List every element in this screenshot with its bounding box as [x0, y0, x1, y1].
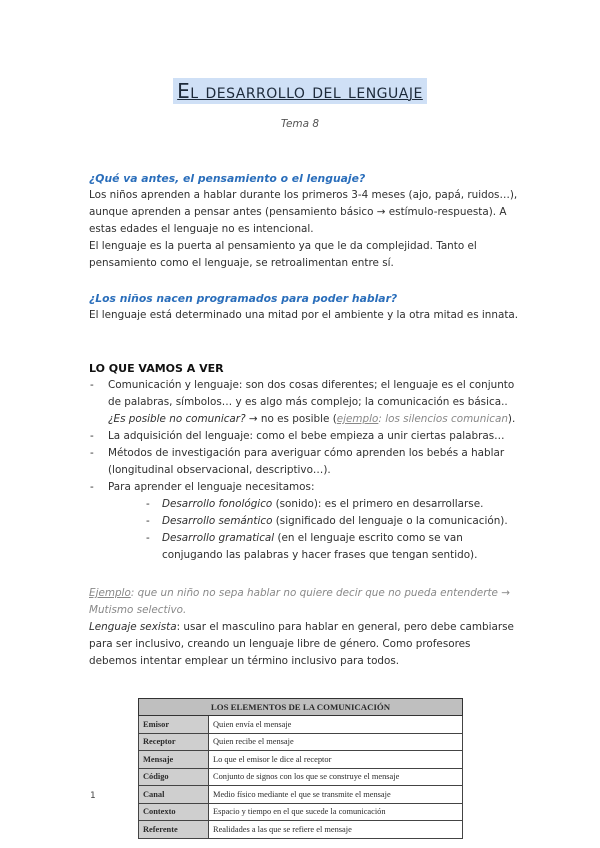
item-needs: Para aprender el lenguaje necesitamos:	[108, 481, 315, 493]
table-key-cell: Emisor	[139, 716, 209, 734]
list-item	[89, 479, 519, 564]
item-communication-question: ¿Es posible no comunicar?	[108, 413, 246, 425]
page-title: El desarrollo del lenguaje	[173, 78, 427, 104]
sub-grammatical-desc: (en el lenguaje escrito como se van conjugando las palabras y hacer frases que tengan sentido).	[162, 532, 478, 561]
item-communication-example-label: ejemplo	[336, 413, 379, 425]
table-row	[139, 821, 463, 839]
table-key-cell: Referente	[139, 821, 209, 839]
overview-section	[89, 360, 519, 564]
table-value-cell: Quien envía el mensaje	[209, 716, 463, 734]
example-label: Ejemplo	[89, 587, 131, 599]
section-heading: LO QUE VAMOS A VER	[89, 362, 224, 375]
list-item	[89, 377, 519, 428]
table-value-cell: Conjunto de signos con los que se construye el mensaje	[209, 768, 463, 786]
table-header: LOS ELEMENTOS DE LA COMUNICACIÓN	[139, 699, 463, 716]
table-key-cell: Código	[139, 768, 209, 786]
example-paragraph	[89, 585, 519, 619]
table-row	[139, 768, 463, 786]
question-one-block	[89, 170, 519, 272]
table-row	[139, 733, 463, 751]
example-text: : que un niño no sepa hablar no quiere decir que no pueda entenderte → Mutismo selectivo.	[89, 587, 510, 616]
sub-grammatical-term: Desarrollo gramatical	[162, 532, 275, 544]
table-row	[139, 786, 463, 804]
sublist-item	[146, 513, 519, 530]
example-block	[89, 585, 519, 670]
sub-semantic-desc: (significado del lenguaje o la comunicación).	[272, 515, 508, 527]
table-row	[139, 751, 463, 769]
table-key-cell: Receptor	[139, 733, 209, 751]
overview-list	[89, 377, 519, 564]
table-key-cell: Canal	[139, 786, 209, 804]
table-row	[139, 716, 463, 734]
title-wrap	[0, 78, 600, 104]
page-number: 1	[90, 791, 96, 801]
question-one-heading: ¿Qué va antes, el pensamiento o el lenguaje?	[89, 172, 366, 185]
question-two-block	[89, 290, 519, 324]
item-communication-close: ).	[507, 413, 516, 425]
list-item	[89, 445, 519, 479]
table-value-cell: Realidades a las que se refiere el mensaje	[209, 821, 463, 839]
communication-elements-table-wrap	[138, 698, 463, 839]
item-communication-text: Comunicación y lenguaje: son dos cosas diferentes; el lenguaje es el conjunto de palabras, símbolos… y es algo más complejo; la comunicación es básica..	[108, 379, 515, 408]
sexist-language-paragraph	[89, 619, 519, 670]
table-row	[139, 803, 463, 821]
question-one-paragraph-2: El lenguaje es la puerta al pensamiento ya que le da complejidad. Tanto el pensamiento como el lenguaje, se retroalimentan entre sí.	[89, 240, 477, 269]
item-acquisition: La adquisición del lenguaje: como el bebe empieza a unir ciertas palabras…	[108, 430, 505, 442]
table-value-cell: Lo que el emisor le dice al receptor	[209, 751, 463, 769]
question-two-paragraph: El lenguaje está determinado una mitad por el ambiente y la otra mitad es innata.	[89, 309, 519, 321]
item-communication-arrow: → no es posible (	[245, 413, 337, 425]
item-communication-example-text: : los silencios comunican	[378, 413, 508, 425]
sexist-language-term: Lenguaje sexista	[89, 621, 177, 633]
question-two-heading: ¿Los niños nacen programados para poder hablar?	[89, 292, 398, 305]
list-item	[89, 428, 519, 445]
page-subtitle: Tema 8	[280, 118, 320, 130]
sub-phonological-desc: (sonido): es el primero en desarrollarse.	[272, 498, 484, 510]
sublist-item	[146, 496, 519, 513]
question-one-paragraph-1: Los niños aprenden a hablar durante los primeros 3-4 meses (ajo, papá, ruidos…), aunque aprenden a pensar antes (pensamiento básico → estímulo-respuesta). A estas edades el lenguaje no es intencional.	[89, 189, 518, 235]
needs-sublist	[146, 496, 519, 564]
table-value-cell: Quien recibe el mensaje	[209, 733, 463, 751]
sub-semantic-term: Desarrollo semántico	[162, 515, 273, 527]
table-value-cell: Medio físico mediante el que se transmite el mensaje	[209, 786, 463, 804]
item-methods: Métodos de investigación para averiguar cómo aprenden los bebés a hablar (longitudinal observacional, descriptivo…).	[108, 447, 505, 476]
table-key-cell: Mensaje	[139, 751, 209, 769]
communication-elements-table	[138, 698, 463, 839]
table-key-cell: Contexto	[139, 803, 209, 821]
sub-phonological-term: Desarrollo fonológico	[162, 498, 273, 510]
table-value-cell: Espacio y tiempo en el que sucede la comunicación	[209, 803, 463, 821]
sexist-language-text: : usar el masculino para hablar en general, pero debe cambiarse para ser inclusivo, creando un lenguaje libre de género. Como profesores debemos intentar emplear un término inclusivo para todos.	[89, 621, 514, 667]
sublist-item	[146, 530, 519, 564]
